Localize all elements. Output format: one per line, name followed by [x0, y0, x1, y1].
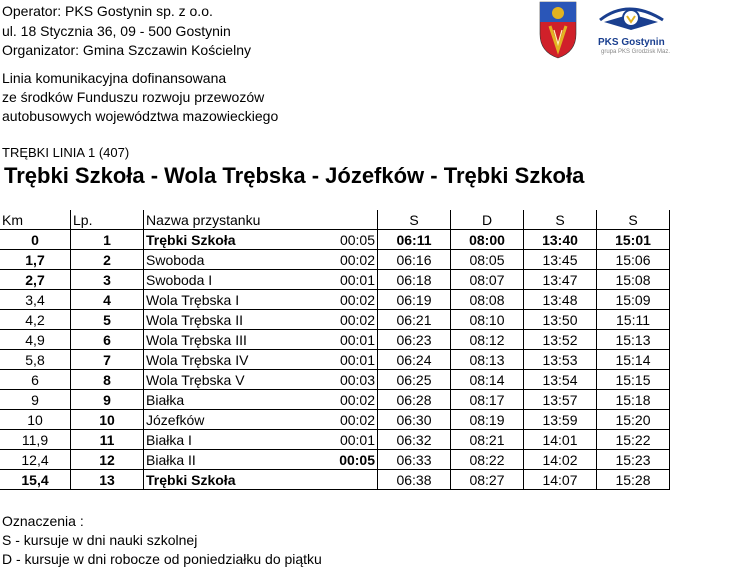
departure-4-cell: 15:23 [597, 450, 670, 470]
departure-1-cell: 06:19 [378, 290, 451, 310]
stop-name-cell: Wola Trębska V [144, 370, 306, 390]
operator-line: Operator: PKS Gostynin sp. z o.o. [2, 3, 213, 19]
lp-cell: 13 [71, 470, 144, 490]
departure-2-cell: 08:27 [451, 470, 524, 490]
table-row [0, 330, 670, 350]
header-departure-1: S [378, 210, 451, 230]
header-km: Km [0, 210, 71, 230]
departure-3-cell: 13:52 [524, 330, 597, 350]
departure-1-cell: 06:11 [378, 230, 451, 250]
departure-4-cell: 15:18 [597, 390, 670, 410]
table-row [0, 290, 670, 310]
table-row [0, 410, 670, 430]
departure-1-cell: 06:30 [378, 410, 451, 430]
table-row [0, 310, 670, 330]
stop-name-cell: Swoboda [144, 250, 306, 270]
departure-4-cell: 15:01 [597, 230, 670, 250]
stop-name-cell: Swoboda I [144, 270, 306, 290]
table-row [0, 350, 670, 370]
stop-name-cell: Białka [144, 390, 306, 410]
time-offset-cell: 00:02 [305, 290, 378, 310]
departure-1-cell: 06:23 [378, 330, 451, 350]
time-offset-cell: 00:02 [305, 310, 378, 330]
stop-name-cell: Wola Trębska III [144, 330, 306, 350]
departure-3-cell: 13:40 [524, 230, 597, 250]
legend-item-d: D - kursuje w dni robocze od poniedziałku do piątku [2, 551, 322, 567]
organizer-line: Organizator: Gmina Szczawin Kościelny [2, 42, 251, 58]
funding-line-1: Linia komunikacyjna dofinansowana [2, 70, 227, 86]
stop-name-cell: Trębki Szkoła [144, 470, 306, 490]
time-offset-cell: 00:01 [305, 350, 378, 370]
departure-3-cell: 13:50 [524, 310, 597, 330]
departure-3-cell: 13:48 [524, 290, 597, 310]
funding-line-2: ze środków Funduszu rozwoju przewozów [2, 89, 265, 105]
timetable [0, 210, 670, 490]
departure-1-cell: 06:16 [378, 250, 451, 270]
stop-name-cell: Wola Trębska I [144, 290, 306, 310]
km-cell: 0 [0, 230, 71, 250]
departure-2-cell: 08:13 [451, 350, 524, 370]
departure-3-cell: 14:02 [524, 450, 597, 470]
departure-2-cell: 08:22 [451, 450, 524, 470]
departure-2-cell: 08:19 [451, 410, 524, 430]
departure-1-cell: 06:32 [378, 430, 451, 450]
departure-3-cell: 13:45 [524, 250, 597, 270]
departure-1-cell: 06:25 [378, 370, 451, 390]
departure-3-cell: 13:47 [524, 270, 597, 290]
header-departure-3: S [524, 210, 597, 230]
departure-2-cell: 08:21 [451, 430, 524, 450]
departure-4-cell: 15:15 [597, 370, 670, 390]
header-time-offset [305, 210, 378, 230]
table-row [0, 470, 670, 490]
lp-cell: 3 [71, 270, 144, 290]
header-departure-2: D [451, 210, 524, 230]
km-cell: 3,4 [0, 290, 71, 310]
table-row [0, 450, 670, 470]
lp-cell: 12 [71, 450, 144, 470]
departure-2-cell: 08:14 [451, 370, 524, 390]
km-cell: 15,4 [0, 470, 71, 490]
table-row [0, 250, 670, 270]
departure-1-cell: 06:28 [378, 390, 451, 410]
departure-1-cell: 06:38 [378, 470, 451, 490]
departure-1-cell: 06:18 [378, 270, 451, 290]
header-departure-4: S [597, 210, 670, 230]
departure-3-cell: 13:57 [524, 390, 597, 410]
lp-cell: 4 [71, 290, 144, 310]
km-cell: 4,9 [0, 330, 71, 350]
km-cell: 4,2 [0, 310, 71, 330]
departure-2-cell: 08:10 [451, 310, 524, 330]
municipal-crest-icon [540, 2, 576, 58]
departure-2-cell: 08:17 [451, 390, 524, 410]
lp-cell: 11 [71, 430, 144, 450]
brand-name: PKS Gostynin [598, 37, 665, 48]
route-title: Trębki Szkoła - Wola Trębska - Józefków - Trębki Szkoła [4, 163, 585, 188]
header-stop-name: Nazwa przystanku [144, 210, 306, 230]
departure-3-cell: 13:53 [524, 350, 597, 370]
legend-item-s: S - kursuje w dni nauki szkolnej [2, 532, 198, 548]
time-offset-cell: 00:02 [305, 390, 378, 410]
lp-cell: 9 [71, 390, 144, 410]
lp-cell: 10 [71, 410, 144, 430]
stop-name-cell: Białka II [144, 450, 306, 470]
table-row [0, 390, 670, 410]
km-cell: 1,7 [0, 250, 71, 270]
departure-3-cell: 13:59 [524, 410, 597, 430]
table-row [0, 370, 670, 390]
stop-name-cell: Białka I [144, 430, 306, 450]
departure-4-cell: 15:08 [597, 270, 670, 290]
km-cell: 6 [0, 370, 71, 390]
km-cell: 5,8 [0, 350, 71, 370]
table-header-row [0, 210, 670, 230]
stop-name-cell: Wola Trębska II [144, 310, 306, 330]
departure-2-cell: 08:08 [451, 290, 524, 310]
stop-name-cell: Wola Trębska IV [144, 350, 306, 370]
table-row [0, 230, 670, 250]
time-offset-cell: 00:01 [305, 330, 378, 350]
departure-4-cell: 15:28 [597, 470, 670, 490]
line-label: TRĘBKI LINIA 1 (407) [2, 145, 130, 160]
table-row [0, 430, 670, 450]
header-lp: Lp. [71, 210, 144, 230]
departure-4-cell: 15:13 [597, 330, 670, 350]
km-cell: 9 [0, 390, 71, 410]
km-cell: 12,4 [0, 450, 71, 470]
departure-2-cell: 08:07 [451, 270, 524, 290]
address-line: ul. 18 Stycznia 36, 09 - 500 Gostynin [2, 23, 231, 39]
lp-cell: 8 [71, 370, 144, 390]
departure-1-cell: 06:21 [378, 310, 451, 330]
time-offset-cell: 00:01 [305, 430, 378, 450]
time-offset-cell: 00:01 [305, 270, 378, 290]
time-offset-cell: 00:02 [305, 250, 378, 270]
departure-3-cell: 13:54 [524, 370, 597, 390]
pks-logo-icon [600, 9, 663, 30]
funding-line-3: autobusowych województwa mazowieckiego [2, 108, 279, 124]
lp-cell: 6 [71, 330, 144, 350]
lp-cell: 5 [71, 310, 144, 330]
departure-1-cell: 06:33 [378, 450, 451, 470]
lp-cell: 1 [71, 230, 144, 250]
departure-4-cell: 15:09 [597, 290, 670, 310]
time-offset-cell: 00:02 [305, 410, 378, 430]
brand-subtitle: grupa PKS Grodzisk Maz. [601, 49, 671, 55]
departure-3-cell: 14:07 [524, 470, 597, 490]
time-offset-cell: 00:03 [305, 370, 378, 390]
time-offset-cell: 00:05 [305, 230, 378, 250]
km-cell: 10 [0, 410, 71, 430]
lp-cell: 2 [71, 250, 144, 270]
departure-2-cell: 08:00 [451, 230, 524, 250]
time-offset-cell [305, 470, 378, 490]
departure-4-cell: 15:20 [597, 410, 670, 430]
lp-cell: 7 [71, 350, 144, 370]
departure-4-cell: 15:06 [597, 250, 670, 270]
departure-2-cell: 08:12 [451, 330, 524, 350]
departure-4-cell: 15:22 [597, 430, 670, 450]
table-row [0, 270, 670, 290]
departure-4-cell: 15:11 [597, 310, 670, 330]
km-cell: 11,9 [0, 430, 71, 450]
departure-1-cell: 06:24 [378, 350, 451, 370]
departure-2-cell: 08:05 [451, 250, 524, 270]
stop-name-cell: Trębki Szkoła [144, 230, 306, 250]
departure-4-cell: 15:14 [597, 350, 670, 370]
legend-title: Oznaczenia : [2, 513, 84, 529]
stop-name-cell: Józefków [144, 410, 306, 430]
km-cell: 2,7 [0, 270, 71, 290]
departure-3-cell: 14:01 [524, 430, 597, 450]
time-offset-cell: 00:05 [305, 450, 378, 470]
